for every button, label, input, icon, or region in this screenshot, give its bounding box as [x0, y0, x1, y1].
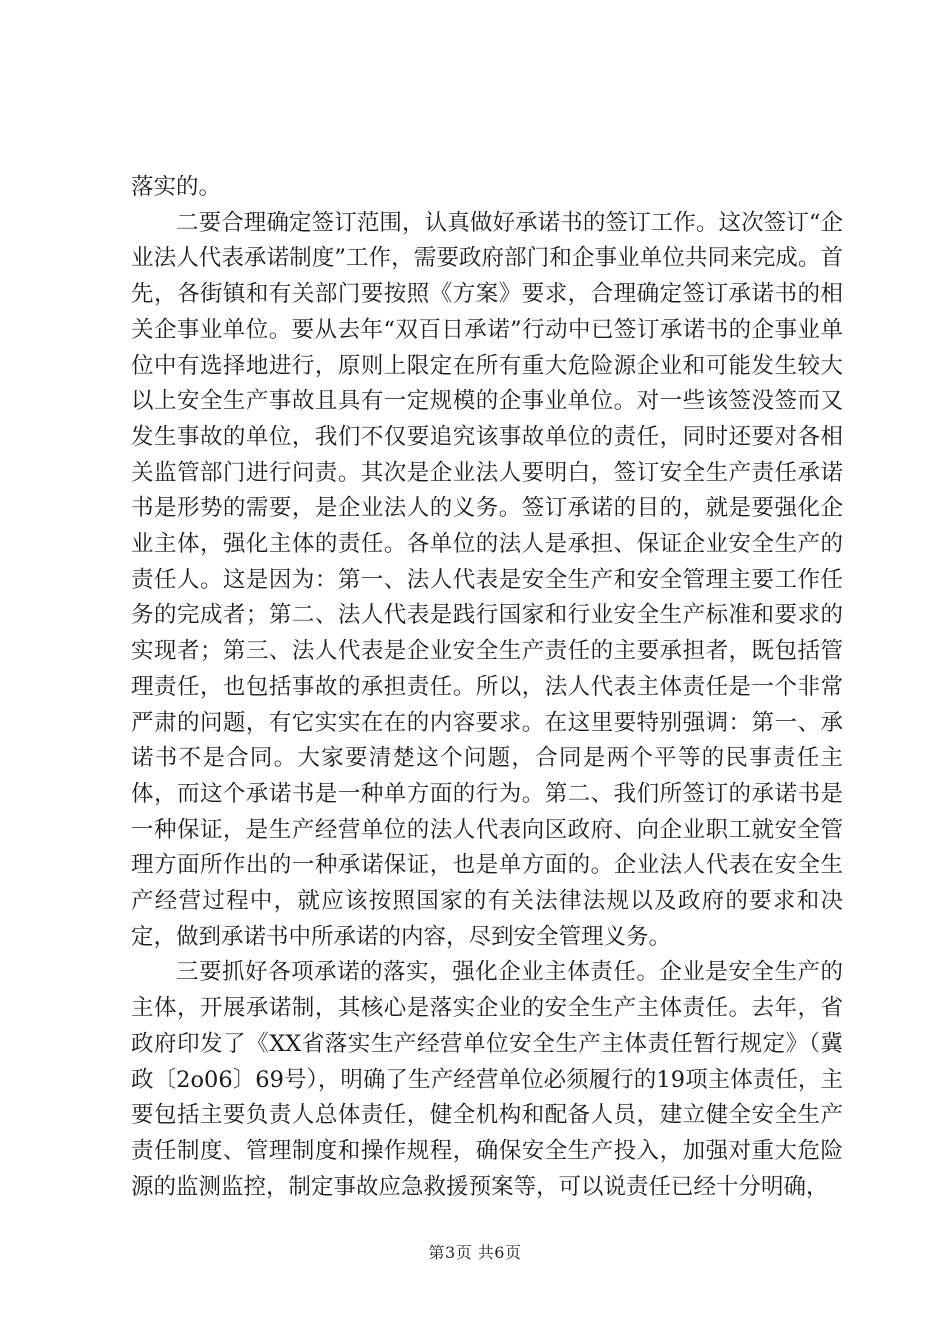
page-footer: 第3页 共6页 — [428, 1243, 522, 1262]
body-text — [131, 170, 843, 1205]
paragraph-3: 三要抓好各项承诺的落实，强化企业主体责任。企业是安全生产的主体，开展承诺制，其核心是落实企业的安全生产主体责任。去年，省政府印发了《XX省落实生产经营单位安全生产主体责任暂行规定》（冀政〔2o06〕69号），明确了生产经营单位必须履行的19项主体责任，主要包括主要负责人总体责任，健全机构和配备人员，建立健全安全生产责任制度、管理制度和操作规程，确保安全生产投入，加强对重大危险源的监测监控，制定事故应急救援预案等，可以说责任已经十分明确， — [131, 959, 843, 1200]
paragraph-continuation: 落实的。 — [131, 174, 222, 200]
paragraph-2: 二要合理确定签订范围，认真做好承诺书的签订工作。这次签订“企业法人代表承诺制度”工作，需要政府部门和企事业单位共同来完成。首先，各街镇和有关部门要按照《方案》要求，合理确定签订承诺书的相关企事业单位。要从去年“双百日承诺”行动中已签订承诺书的企事业单位中有选择地进行，原则上限定在所有重大危险源企业和可能发生较大以上安全生产事故且具有一定规模的企事业单位。对一些该签没签而又发生事故的单位，我们不仅要追究该事故单位的责任，同时还要对各相关监管部门进行问责。其次是企业法人要明白，签订安全生产责任承诺书是形势的需要，是企业法人的义务。签订承诺的目的，就是要强化企业主体，强化主体的责任。各单位的法人是承担、保证企业安全生产的责任人。这是因为：第一、法人代表是安全生产和安全管理主要工作任务的完成者；第二、法人代表是践行国家和行业安全生产标准和要求的实现者；第三、法人代表是企业安全生产责任的主要承担者，既包括管理责任，也包括事故的承担责任。所以，法人代表主体责任是一个非常严肃的问题，有它实实在在的内容要求。在这里要特别强调：第一、承诺书不是合同。大家要清楚这个问题，合同是两个平等的民事责任主体，而这个承诺书是一种单方面的行为。第二、我们所签订的承诺书是一种保证，是生产经营单位的法人代表向区政府、向企业职工就安全管理方面所作出的一种承诺保证，也是单方面的。企业法人代表在安全生产经营过程中，就应该按照国家的有关法律法规以及政府的要求和决定，做到承诺书中所承诺的内容，尽到安全管理义务。 — [131, 209, 843, 950]
